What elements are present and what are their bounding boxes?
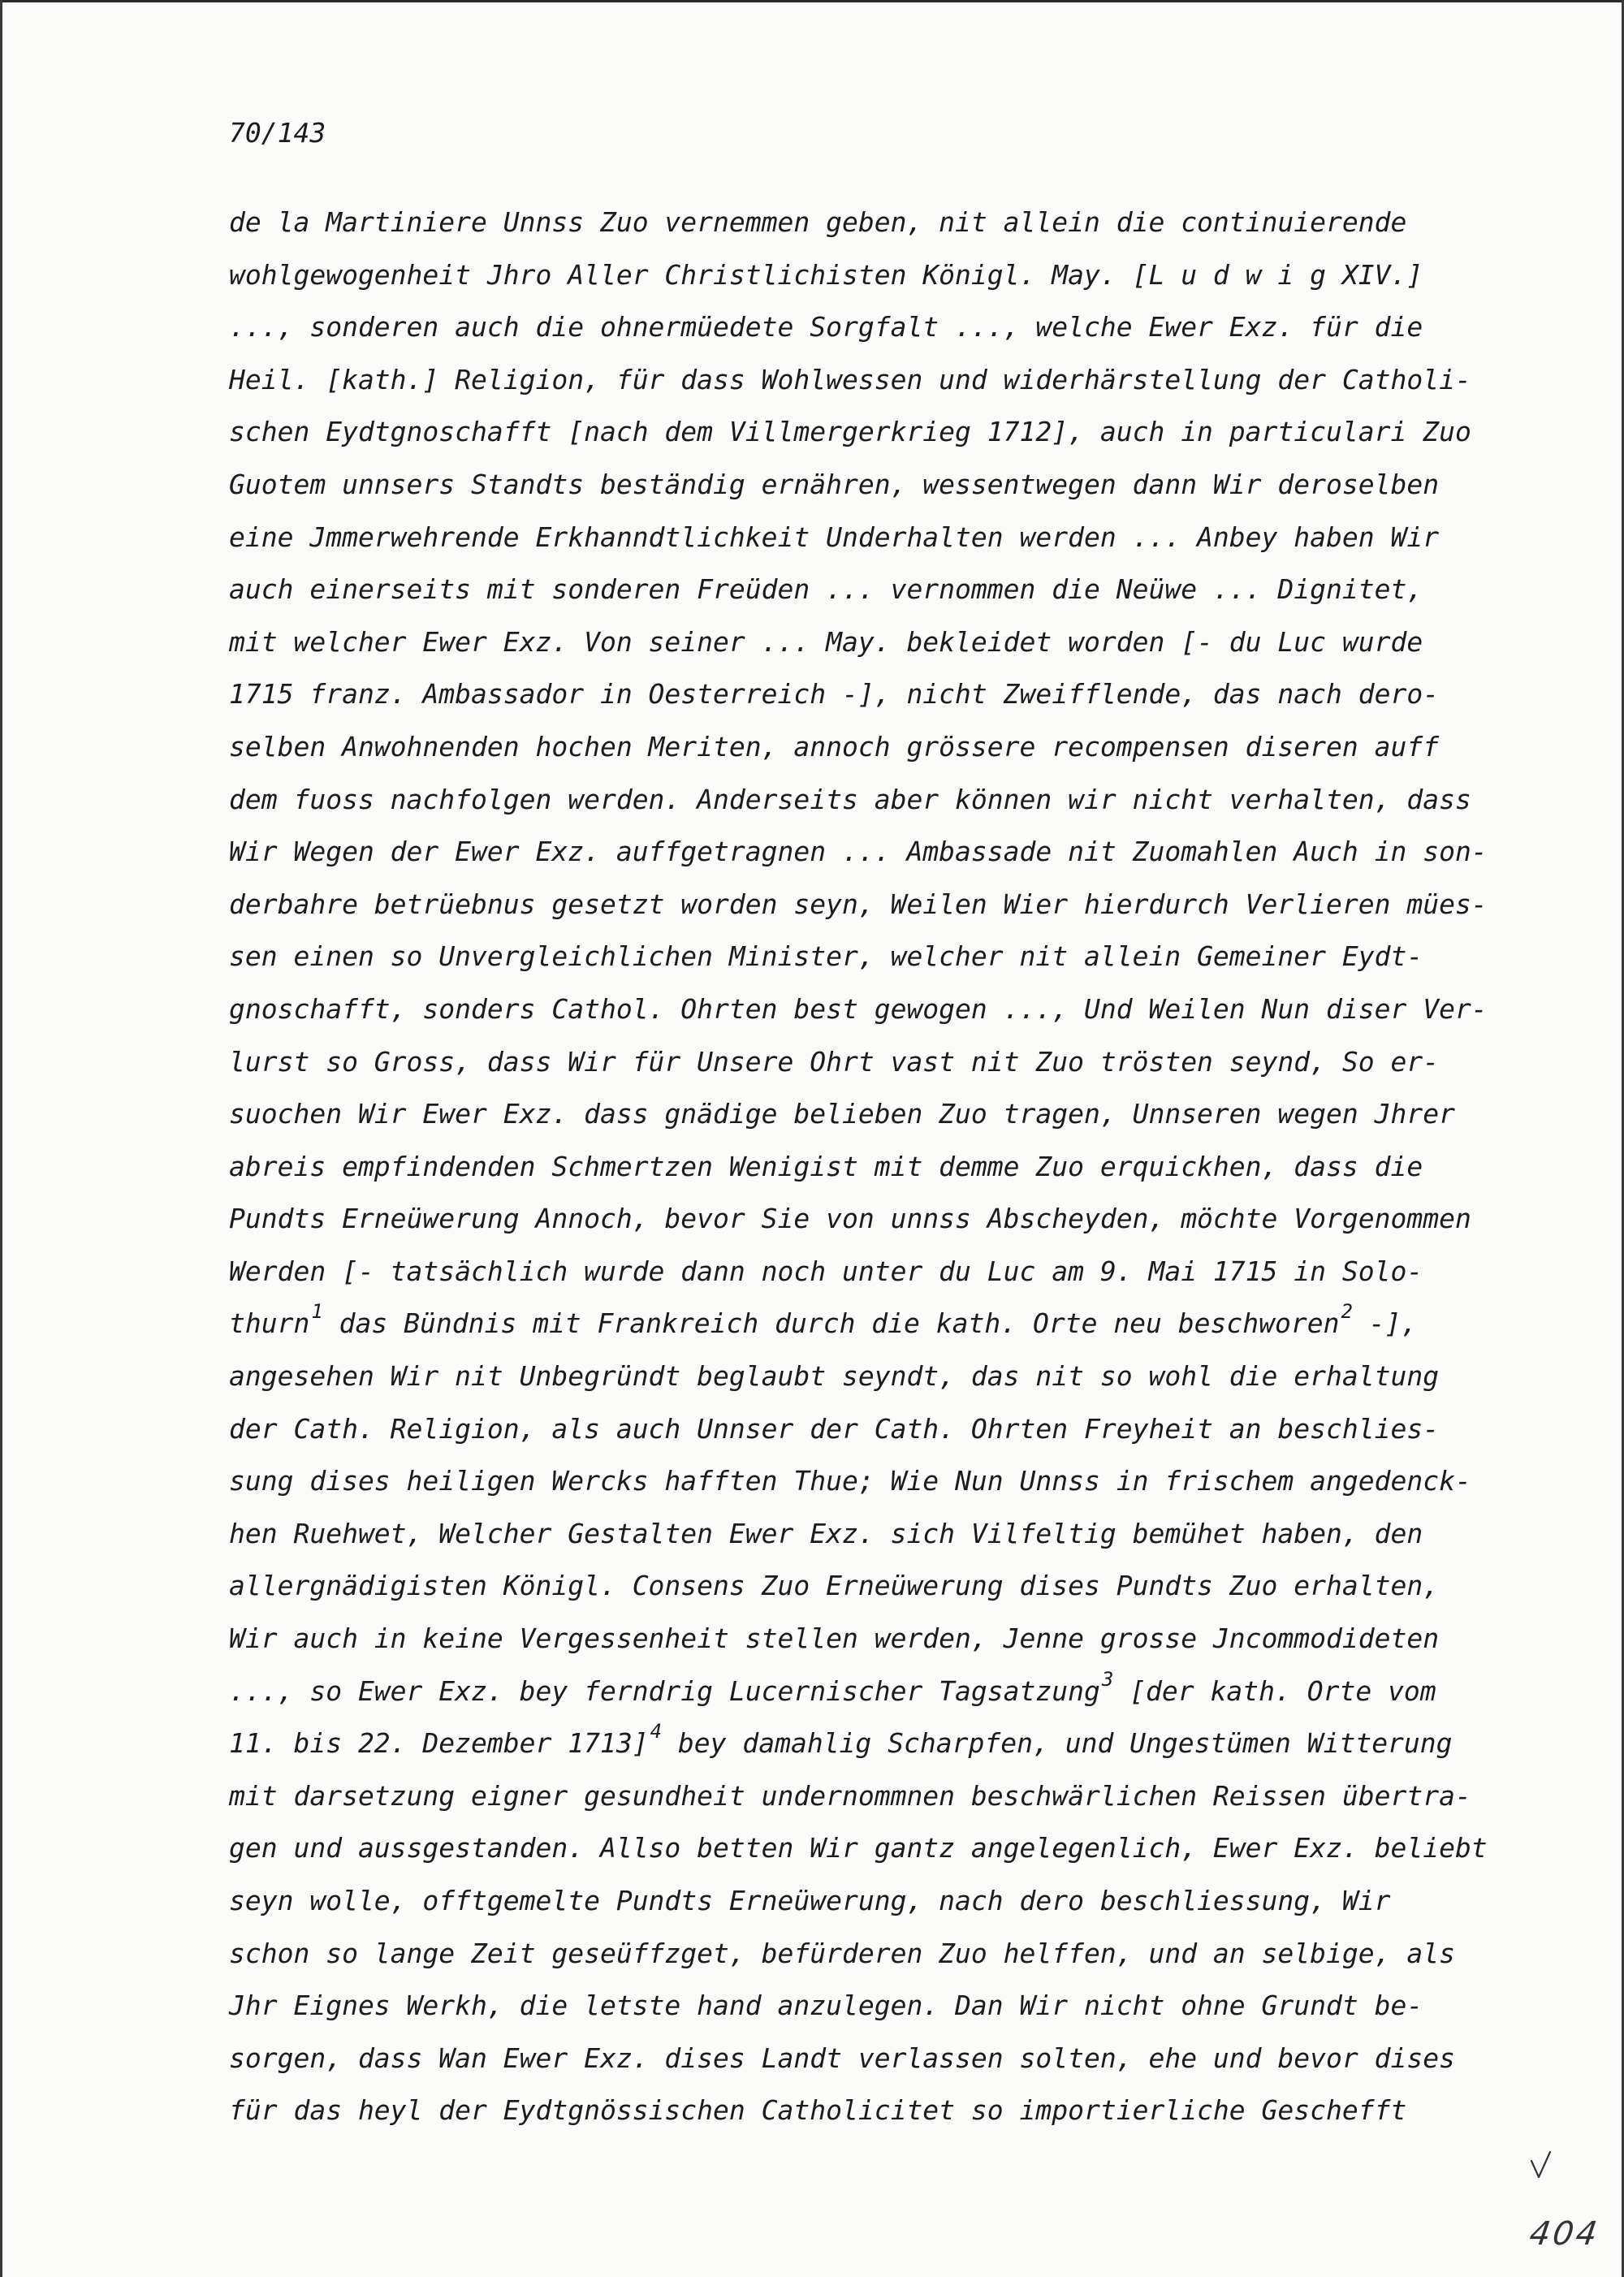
- handwritten-check-icon: [1529, 2150, 1553, 2182]
- text-line: [229, 308, 1544, 361]
- line-text: [der kath. Orte vom: [1113, 1674, 1436, 1707]
- text-line: [229, 465, 1544, 518]
- transcription-body: [229, 203, 1544, 2144]
- text-line: [229, 1410, 1544, 1463]
- line-text: für das heyl der Eydtgnössischen Catholicitet so importierliche Geschefft: [229, 2094, 1407, 2127]
- line-text: 11. bis 22. Dezember 1713]: [229, 1727, 649, 1760]
- line-text: de la Martiniere Unnss Zuo vernemmen geben, nit allein die continuierende: [229, 206, 1407, 238]
- line-text: abreis empfindenden Schmertzen Wenigist mit demme Zuo erquickhen, dass die: [229, 1150, 1423, 1182]
- line-text: dem fuoss nachfolgen werden. Anderseits aber können wir nicht verhalten, dass: [229, 783, 1471, 815]
- line-text: angesehen Wir nit Unbegründt beglaubt seyndt, das nit so wohl die erhaltung: [229, 1360, 1440, 1393]
- text-line: [229, 256, 1544, 309]
- text-line: [229, 1667, 1544, 1725]
- text-line: [229, 2039, 1544, 2092]
- text-line: [229, 1357, 1544, 1410]
- line-text: Heil. [kath.] Religion, für dass Wohlwessen und widerhärstellung der Catholi-: [229, 363, 1471, 395]
- line-text: derbahre betrüebnus gesetzt worden seyn, Weilen Wier hierdurch Verlieren mües-: [229, 888, 1488, 920]
- text-line: [229, 1934, 1544, 1987]
- line-text: Wir Wegen der Ewer Exz. auffgetragnen ... Ambassade nit Zuomahlen Auch in son-: [229, 836, 1488, 868]
- text-line: [229, 1462, 1544, 1514]
- line-text: sorgen, dass Wan Ewer Exz. dises Landt verlassen solten, ehe und bevor dises: [229, 2042, 1455, 2074]
- line-text: allergnädigisten Königl. Consens Zuo Erneüwerung dises Pundts Zuo erhalten,: [229, 1570, 1440, 1602]
- text-line: [229, 1514, 1544, 1567]
- footnote-marker: 2: [1341, 1300, 1353, 1324]
- text-line: [229, 2091, 1544, 2144]
- line-text: das Bündnis mit Frankreich durch die kath. Orte neu beschworen: [322, 1307, 1340, 1340]
- text-line: [229, 1566, 1544, 1619]
- text-line: [229, 832, 1544, 885]
- line-text: schen Eydtgnoschafft [nach dem Villmergerkrieg 1712], auch in particulari Zuo: [229, 416, 1471, 448]
- text-line: [229, 203, 1544, 256]
- line-text: seyn wolle, offtgemelte Pundts Erneüwerung, nach dero beschliessung, Wir: [229, 1885, 1391, 1916]
- line-text: ..., so Ewer Exz. bey ferndrig Lucernischer Tagsatzung: [229, 1674, 1100, 1707]
- line-text: schon so lange Zeit geseüffzget, befürderen Zuo helffen, und an selbige, als: [229, 1937, 1455, 1969]
- text-line: [229, 1882, 1544, 1934]
- page-number: 70/143: [229, 117, 326, 149]
- line-text: sung dises heiligen Wercks hafften Thue; Wie Nun Unnss in frischem angedenck-: [229, 1465, 1471, 1497]
- text-line: [229, 1300, 1544, 1357]
- text-line: [229, 518, 1544, 571]
- line-text: hen Ruehwet, Welcher Gestalten Ewer Exz. sich Vilfeltig bemühet haben, den: [229, 1517, 1423, 1549]
- line-text: thurn: [229, 1307, 310, 1340]
- line-text: Pundts Erneüwerung Annoch, bevor Sie von unnss Abscheyden, möchte Vorgenommen: [229, 1203, 1471, 1235]
- text-line: [229, 1829, 1544, 1882]
- line-text: gnoschafft, sonders Cathol. Ohrten best gewogen ..., Und Weilen Nun diser Ver-: [229, 992, 1488, 1025]
- line-text: -],: [1352, 1307, 1418, 1340]
- text-line: [229, 361, 1544, 413]
- line-text: 1715 franz. Ambassador in Oesterreich -], nicht Zweifflende, das nach dero-: [229, 678, 1440, 711]
- text-line: [229, 1043, 1544, 1095]
- text-line: [229, 780, 1544, 833]
- line-text: ..., sonderen auch die ohnermüedete Sorgfalt ..., welche Ewer Exz. für die: [229, 311, 1423, 343]
- line-text: Werden [- tatsächlich wurde dann noch unter du Luc am 9. Mai 1715 in Solo-: [229, 1255, 1423, 1287]
- footnote-marker: 4: [650, 1720, 663, 1743]
- text-line: [229, 937, 1544, 990]
- line-text: auch einerseits mit sonderen Freüden ... vernommen die Neüwe ... Dignitet,: [229, 573, 1423, 606]
- scan-border-top: [0, 0, 1624, 2]
- line-text: eine Jmmerwehrende Erkhanndtlichkeit Underhalten werden ... Anbey haben Wir: [229, 521, 1440, 553]
- text-line: [229, 675, 1544, 728]
- line-text: mit darsetzung eigner gesundheit undernommnen beschwärlichen Reissen übertra-: [229, 1779, 1471, 1812]
- text-line: [229, 570, 1544, 623]
- text-line: [229, 728, 1544, 780]
- footnote-marker: 1: [311, 1300, 323, 1324]
- line-text: gen und aussgestanden. Allso betten Wir gantz angelegenlich, Ewer Exz. beliebt: [229, 1832, 1488, 1864]
- line-text: der Cath. Religion, als auch Unnser der Cath. Ohrten Freyheit an beschlies-: [229, 1412, 1440, 1445]
- text-line: [229, 1619, 1544, 1672]
- line-text: Jhr Eignes Werkh, die letste hand anzulegen. Dan Wir nicht ohne Grundt be-: [229, 1990, 1423, 2022]
- text-line: [229, 1777, 1544, 1830]
- text-line: [229, 623, 1544, 676]
- text-line: [229, 1095, 1544, 1147]
- text-line: [229, 413, 1544, 465]
- line-text: Guotem unnsers Standts beständig ernähren, wessentwegen dann Wir deroselben: [229, 468, 1440, 500]
- line-text: suochen Wir Ewer Exz. dass gnädige belieben Zuo tragen, Unnseren wegen Jhrer: [229, 1098, 1455, 1130]
- text-line: [229, 1252, 1544, 1305]
- line-text: sen einen so Unvergleichlichen Minister, welcher nit allein Gemeiner Eydt-: [229, 940, 1423, 973]
- text-line: [229, 990, 1544, 1043]
- line-text: lurst so Gross, dass Wir für Unsere Ohrt vast nit Zuo trösten seynd, So er-: [229, 1045, 1440, 1078]
- scan-border-left: [0, 0, 2, 2277]
- footnote-marker: 3: [1101, 1667, 1114, 1691]
- line-text: mit welcher Ewer Exz. Von seiner ... May. bekleidet worden [- du Luc wurde: [229, 625, 1423, 658]
- line-text: bey damahlig Scharpfen, und Ungestümen Witterung: [662, 1727, 1453, 1760]
- line-text: selben Anwohnenden hochen Meriten, annoch grössere recompensen diseren auff: [229, 730, 1440, 763]
- text-line: [229, 1720, 1544, 1777]
- handwritten-archive-number: 404: [1527, 2215, 1602, 2253]
- text-line: [229, 885, 1544, 938]
- line-text: Wir auch in keine Vergessenheit stellen werden, Jenne grosse Jncommodideten: [229, 1622, 1440, 1655]
- text-line: [229, 1199, 1544, 1252]
- text-line: [229, 1147, 1544, 1200]
- line-text: wohlgewogenheit Jhro Aller Christlichisten Königl. May. [L u d w i g XIV.]: [229, 258, 1423, 291]
- text-line: [229, 1986, 1544, 2039]
